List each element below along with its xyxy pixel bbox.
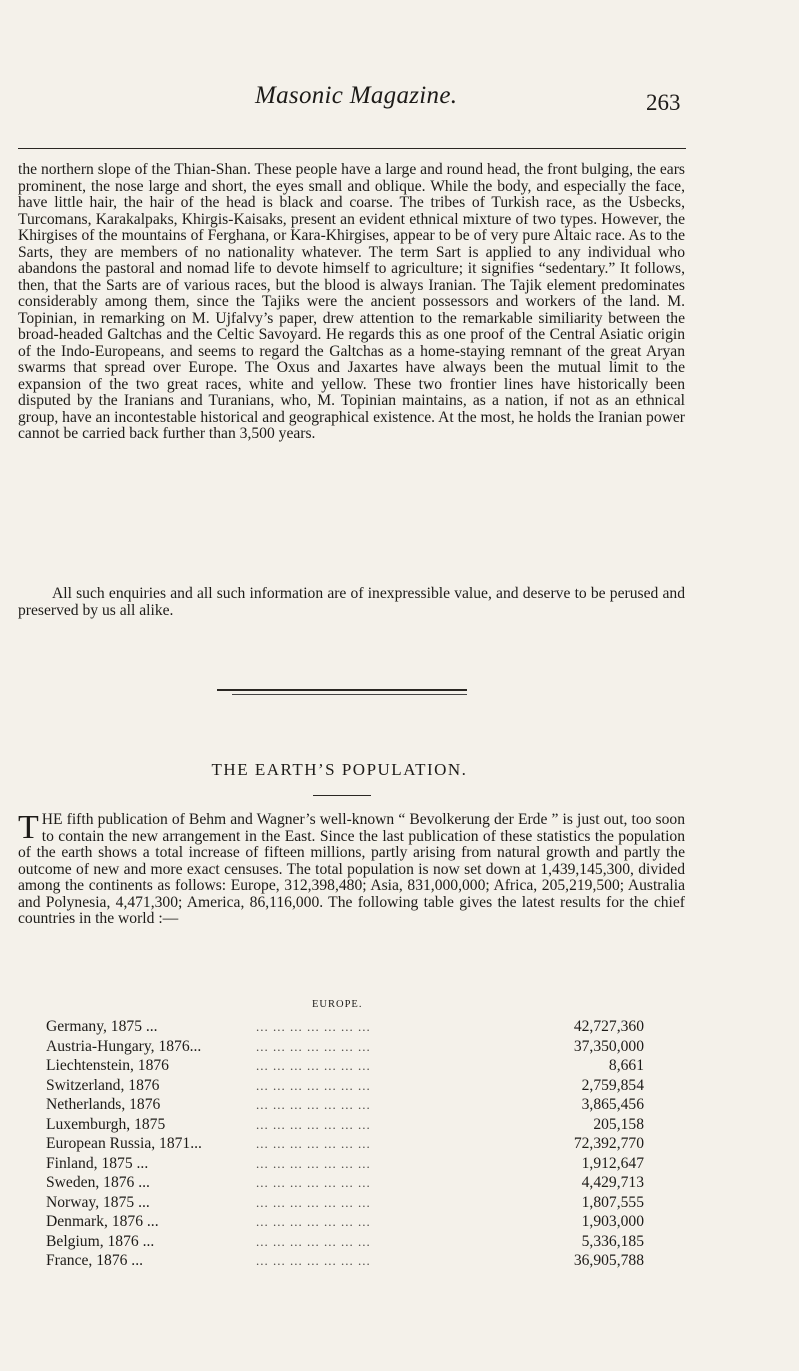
population-cell: 3,865,456 <box>581 1096 644 1113</box>
leader-dots: ... ... ... ... ... ... ... <box>256 1194 371 1210</box>
country-cell: Denmark, 1876 ... <box>46 1213 159 1230</box>
table-row <box>46 1056 644 1076</box>
leader-dots: ... ... ... ... ... ... ... <box>256 1155 371 1171</box>
leader-dots: ... ... ... ... ... ... ... <box>256 1019 371 1034</box>
population-cell: 1,912,647 <box>581 1154 644 1172</box>
country-cell: Liechtenstein, 1876 <box>46 1057 169 1074</box>
country-cell: France, 1876 ... <box>46 1252 144 1269</box>
table-row <box>46 1193 644 1213</box>
leader-dots: ... ... ... ... ... ... ... <box>256 1175 371 1190</box>
country-cell: European Russia, 1871... <box>46 1135 202 1152</box>
title-rule <box>313 795 371 796</box>
table-row <box>46 1076 644 1096</box>
population-cell: 2,759,854 <box>581 1076 644 1094</box>
running-title: Masonic Magazine. <box>255 82 458 109</box>
country-cell: Belgium, 1876 ... <box>46 1232 155 1250</box>
population-cell: 37,350,000 <box>573 1037 644 1055</box>
leader-dots: ... ... ... ... ... ... ... <box>256 1097 371 1112</box>
country-cell: Netherlands, 1876 <box>46 1096 161 1113</box>
header-rule <box>18 148 686 149</box>
leader-dots: ... ... ... ... ... ... ... <box>256 1116 371 1132</box>
article2-paragraph-text: HE fifth publication of Behm and Wagner’s well-known “ Bevolkerung der Erde ” is just out, too soon to contain the new arrangement in the East. Since the last publication of these statistics the population of the earth shows a total increase of fifteen millions, partly arising from natural growth and partly the outcome of new and more exact censuses. The total population is now set down at 1,439,145,300, divided among the continents as follows: Europe, 312,398,480; Asia, 831,000,000; Africa, 205,219,500; Australia and Polynesia, 4,471,300; America, 86,116,000. The following table gives the latest results for the chief countries in the world :— <box>18 811 685 927</box>
population-cell: 42,727,360 <box>573 1018 644 1035</box>
table-row <box>46 1037 644 1057</box>
leader-dots: ... ... ... ... ... ... ... <box>256 1077 371 1093</box>
table-caption: EUROPE. <box>312 999 363 1010</box>
leader-dots: ... ... ... ... ... ... ... <box>256 1136 371 1151</box>
leader-dots: ... ... ... ... ... ... ... <box>256 1233 371 1249</box>
country-cell: Luxemburgh, 1875 <box>46 1115 166 1133</box>
running-head <box>0 78 799 118</box>
population-cell: 4,429,713 <box>581 1174 644 1191</box>
table-row <box>46 1017 644 1037</box>
article1-paragraph-2: All such enquiries and all such information are of inexpressible value, and deserve to be perused and preserved by us all alike. <box>18 585 685 619</box>
table-row <box>46 1134 644 1154</box>
population-cell: 1,903,000 <box>581 1213 644 1230</box>
population-cell: 5,336,185 <box>581 1232 644 1250</box>
leader-dots: ... ... ... ... ... ... ... <box>256 1058 371 1073</box>
table-row <box>46 1251 644 1271</box>
country-cell: Finland, 1875 ... <box>46 1154 149 1172</box>
dropcap-letter: T <box>18 809 39 846</box>
leader-dots: ... ... ... ... ... ... ... <box>256 1038 371 1054</box>
population-table <box>46 1017 644 1271</box>
population-cell: 8,661 <box>608 1057 644 1074</box>
table-row <box>46 1154 644 1174</box>
table-row <box>46 1173 644 1193</box>
leader-dots: ... ... ... ... ... ... ... <box>256 1214 371 1229</box>
article1-paragraph-1: the northern slope of the Thian-Shan. These people have a large and round head, the front bulging, the ears prominent, the nose large and short, the eyes small and oblique. While the body, and especially the face, have little hair, the hair of the head is black and coarse. The tribes of Turkish race, as the Usbecks, Turcomans, Karakalpaks, Khirgis-Kaisaks, present an evident ethnical mixture of two types. However, the Khirgises of the mountains of Ferghana, or Kara-Khirgises, appear to be of very pure Altaic race. As to the Sarts, they are members of no nationality whatever. The term Sart is applied to any individual who abandons the pastoral and nomad life to devote himself to agriculture; it signifies “sedentary.” It follows, then, that the Sarts are of various races, but the blood is always Iranian. The Tajik element predominates considerably among them, since the Tajiks were the ancient possessors and workers of the land. M. Topinian, in remarking on M. Ujfalvy’s paper, drew attention to the remarkable similiarity between the broad-headed Galtchas and the Celtic Savoyard. He regards this as one proof of the Central Asiatic origin of the Indo-Europeans, and seems to regard the Galtchas as a home-staying remnant of the great Aryan swarms that spread over Europe. The Oxus and Jaxartes have always been the mutual limit to the expansion of the two great races, white and yellow. These two frontier lines have historically been disputed by the Iranians and Turanians, who, M. Topinian maintains, as a nation, if not as an ethnical group, have an incontestable historical and geographical existence. At the most, he holds the Iranian power cannot be carried back further than 3,500 years. <box>18 161 685 442</box>
section-divider-thin <box>232 694 467 695</box>
country-cell: Switzerland, 1876 <box>46 1076 160 1094</box>
table-row <box>46 1115 644 1135</box>
table-row <box>46 1212 644 1232</box>
country-cell: Sweden, 1876 ... <box>46 1174 150 1191</box>
table-row <box>46 1095 644 1115</box>
page-number: 263 <box>646 90 681 115</box>
country-cell: Germany, 1875 ... <box>46 1018 158 1035</box>
country-cell: Norway, 1875 ... <box>46 1193 150 1211</box>
article2-paragraph-1 <box>18 809 685 928</box>
section-divider-thick <box>217 689 467 691</box>
table-row <box>46 1232 644 1252</box>
population-cell: 72,392,770 <box>573 1135 644 1152</box>
population-cell: 1,807,555 <box>581 1193 644 1211</box>
country-cell: Austria-Hungary, 1876... <box>46 1037 202 1055</box>
population-cell: 205,158 <box>593 1115 644 1133</box>
article2-title: THE EARTH’S POPULATION. <box>211 760 468 779</box>
leader-dots: ... ... ... ... ... ... ... <box>256 1253 371 1268</box>
population-cell: 36,905,788 <box>573 1252 644 1269</box>
